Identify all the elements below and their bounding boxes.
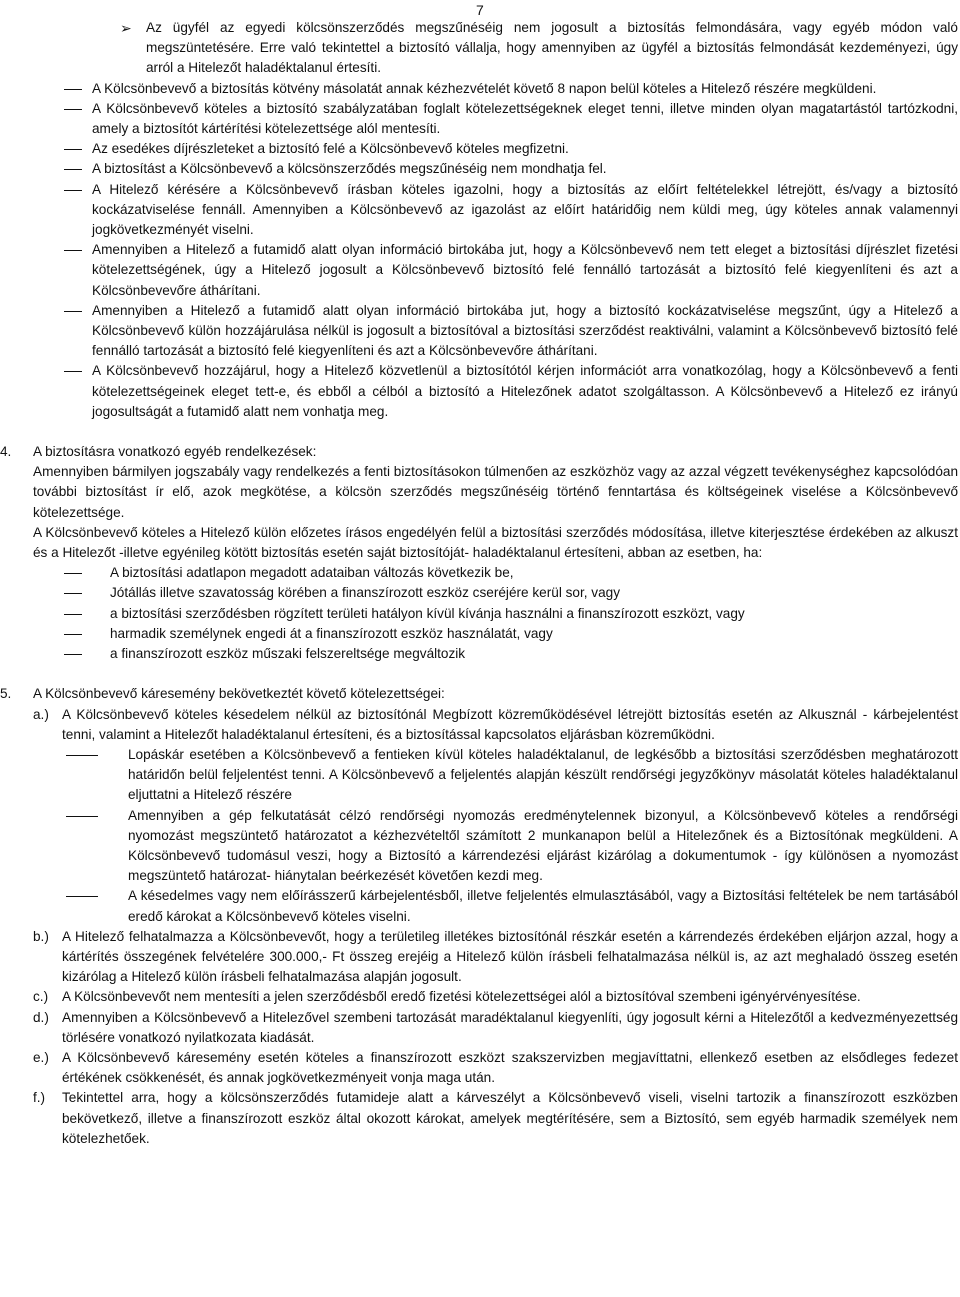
item-text: A Kölcsönbevevőt nem mentesíti a jelen szerződésből eredő fizetési kötelezettségei alól a biztosítóval szembeni igényérvényesítése. bbox=[62, 989, 861, 1005]
section-title: A Kölcsönbevevő káresemény bekövetkeztét követő kötelezettségei: bbox=[33, 686, 445, 702]
dash-list-item: Jótállás illetve szavatosság körében a finanszírozott eszköz cseréjére kerül sor, vagy bbox=[110, 585, 621, 601]
section-number: 5. bbox=[0, 686, 12, 702]
dash-list-item: A késedelmes vagy nem előírásszerű kárbejelentésből, illetve feljelentés elmulasztásából, vagy a Biztosítási feltételek be nem tartásából eredő károkat a Kölcsönbevevő köteles viselni. bbox=[128, 888, 958, 924]
dash-list-item: A Kölcsönbevevő a biztosítás kötvény másolatát annak kézhezvételét követő 8 napon belül köteles a Hitelező részére megküldeni. bbox=[92, 80, 877, 96]
dash-list-item: A Hitelező kérésére a Kölcsönbevevő írásban köteles igazolni, hogy a biztosítás az előírt feltételekkel létrejött, és/vagy a biztosító kockázatviselése fennáll. Amennyiben a Kölcsönbevevő az igazolást az előírt határidőig nem küldi meg, úgy köteles annak valamennyi jogkövetkezményét viselni. bbox=[92, 181, 958, 238]
item-label: e.) bbox=[33, 1049, 49, 1065]
dash-list-item: a biztosítási szerződésben rögzített területi hatályon kívül kívánja használni a finanszírozott eszközt, vagy bbox=[110, 605, 745, 621]
dash-list-item: a finanszírozott eszköz műszaki felszereltsége megváltozik bbox=[110, 646, 466, 662]
item-text: A Kölcsönbevevő káresemény esetén köteles a finanszírozott eszközt szakszervizben megjavíttatni, ellenkező esetben az elsődleges fedezet értékének csökkenését, és annak jogkövetkezményeit vonja maga után. bbox=[62, 1049, 958, 1086]
lettered-item bbox=[0, 927, 958, 988]
item-text: Tekintettel arra, hogy a kölcsönszerződés futamideje alatt a kárveszélyt a Kölcsönbevevő viseli, viselni tartozik a finanszírozott eszközben bekövetkező, illetve a finanszírozott eszköz által okozott károkat, amelyek megtérítésére, sem a Biztosító, sem egyéb harmadik személyek nem kötelezhetőek. bbox=[62, 1090, 958, 1146]
dash-list-item: Amennyiben a gép felkutatását célzó rendőrségi nyomozás eredménytelennek bizonyul, a Kölcsönbevevő köteles a rendőrségi nyomozást megszüntető határozatot a kézhezvételtől számított 2 munkanapon belül a Hitelezőnek és a Biztosítónak megküldeni. A Kölcsönbevevő tudomásul veszi, hogy a Biztosító a kárrendezési eljárást kizárólag a dokumentumok - így különösen a nyomozást megszüntető határozat- hiánytalan beérkezését követően kezdi meg. bbox=[128, 807, 958, 884]
arrow-item-text: Az ügyfél az egyedi kölcsönszerződés megszűnéséig nem jogosult a biztosítás felmondására, vagy egyéb módon való megszüntetésére. Erre való tekintettel a biztosító vállalja, hogy amennyiben az ügyfél a biztosítás felmondását kezdeményezi, úgy arról a Hitelezőt haladéktalanul értesíti. bbox=[146, 20, 958, 76]
item-text: Amennyiben a Kölcsönbevevő a Hitelezővel szembeni tartozását maradéktalanul kiegyenlíti, úgy jogosult kérni a Hitelezőtől a kedvezményezettség törlésére vonatkozó nyilatkozata kiadását. bbox=[62, 1009, 958, 1045]
lettered-item bbox=[0, 1088, 958, 1149]
dash-list-item: Lopáskár esetében a Kölcsönbevevő a fentieken kívül köteles haladéktalanul, de legkésőbb a biztosítási szerződésben meghatározott határidőn belül feljelentést tenni. A Kölcsönbevevő a feljelentés alapján készült rendőrségi jegyzőkönyv másolatát köteles haladéktalanul eljuttatni a Hitelező részére bbox=[128, 746, 958, 803]
lettered-item bbox=[0, 1048, 958, 1088]
section-heading bbox=[0, 684, 958, 704]
item-label: a.) bbox=[33, 706, 49, 722]
section-title: A biztosításra vonatkozó egyéb rendelkezések: bbox=[33, 444, 317, 460]
dash-list-item: Amennyiben a Hitelező a futamidő alatt olyan információ birtokába jut, hogy a Kölcsönbevevő nem tett eleget a biztosítási díjrészlet fizetési kötelezettségének, úgy a Hitelező jogosult a Kölcsönbevevő biztosító felé fennálló tartozását a biztosító felé kiegyenlíteni és azt a Kölcsönbevevőre áthárítani. bbox=[92, 242, 958, 298]
arrow-bullet-icon: ➢ bbox=[120, 20, 132, 36]
section-number: 4. bbox=[0, 444, 12, 460]
page-number: 7 bbox=[476, 2, 484, 18]
arrow-list-item bbox=[0, 18, 958, 79]
item-label: c.) bbox=[33, 989, 49, 1005]
document-body bbox=[0, 18, 958, 1149]
dash-list-item: A biztosítási adatlapon megadott adataiban változás következik be, bbox=[110, 565, 514, 581]
dash-list-item: Amennyiben a Hitelező a futamidő alatt olyan információ birtokába jut, hogy a biztosító kockázatviselése megszűnt, úgy a Hitelező a Kölcsönbevevő külön hozzájárulása nélkül is jogosult a biztosítóval a biztosítási szerződést reaktiválni, valamint a Kölcsönbevevő biztosító felé fennálló tartozását a biztosító felé kiegyenlíteni és azt a Kölcsönbevevőre áthárítani. bbox=[92, 302, 958, 359]
lettered-item bbox=[0, 705, 958, 745]
dash-list-item: harmadik személynek engedi át a finanszírozott eszköz használatát, vagy bbox=[110, 625, 553, 641]
item-label: f.) bbox=[33, 1090, 46, 1106]
dash-list-item: A Kölcsönbevevő hozzájárul, hogy a Hitelező közvetlenül a biztosítótól kérjen információt arra vonatkozólag, hogy a Kölcsönbevevő a fenti kötelezettségeinek eleget tett-e, és ebből a célból a biztosító a Hitelezőnek adatot szolgáltasson. A Kölcsönbevevő a Hitelező ez irányú jogosultságát a futamidő alatt nem vonhatja meg. bbox=[92, 363, 958, 419]
item-text: A Hitelező felhatalmazza a Kölcsönbevevőt, hogy a területileg illetékes biztosítónál részkár esetén a kárrendezés érdekében eljárjon azzal, hogy a kártérítés összegének felvételére 300.000,- Ft összeg erejéig a Hitelező külön írásbeli felhatalmazása nélkül is, az azt meghaladó összeg esetén kizárólag a Hitelező külön írásbeli felhatalmazása alapján jogosult. bbox=[62, 928, 958, 985]
section-heading bbox=[0, 442, 958, 462]
lettered-item bbox=[0, 1008, 958, 1048]
dash-list-item: A biztosítást a Kölcsönbevevő a kölcsönszerződés megszűnéséig nem mondhatja fel. bbox=[92, 161, 607, 177]
dash-list-item: A Kölcsönbevevő köteles a biztosító szabályzatában foglalt kötelezettségeknek eleget tenni, illetve minden olyan magatartástól tartózkodni, amely a biztosítót kártérítési kötelezettsége alól mentesíti. bbox=[92, 100, 958, 137]
item-text: A Kölcsönbevevő köteles késedelem nélkül az biztosítónál Megbízott közreműködésével létrejött biztosítás esetén az Alkusznál - kárbejelentést tenni, valamint a Hitelezőt haladéktalanul értesíteni, és a biztosítással kapcsolatos eljárásban közreműködni. bbox=[62, 706, 958, 742]
paragraph: Amennyiben bármilyen jogszabály vagy rendelkezés a fenti biztosításokon túlmenően az eszközhöz vagy az azzal végzett tevékenységhez kapcsolódóan további biztosítást ír elő, azok megkötése, a kölcsön szerződés megszűnéséig történő fenntartása és költségeinek viselése a Kölcsönbevevő kötelezettsége. bbox=[33, 464, 958, 520]
item-label: d.) bbox=[33, 1009, 49, 1025]
dash-list-item: Az esedékes díjrészleteket a biztosító felé a Kölcsönbevevő köteles megfizetni. bbox=[92, 141, 569, 157]
lettered-item bbox=[0, 987, 958, 1007]
paragraph: A Kölcsönbevevő köteles a Hitelező külön előzetes írásos engedélyén felül a biztosítási szerződés módosítása, illetve kiterjesztése érdekében az alkuszt és a Hitelezőt -illetve egyénileg kötött biztosítás esetén saját biztosítóját- haladéktalanul értesíteni, abban az esetben, ha: bbox=[33, 524, 958, 561]
item-label: b.) bbox=[33, 928, 49, 944]
